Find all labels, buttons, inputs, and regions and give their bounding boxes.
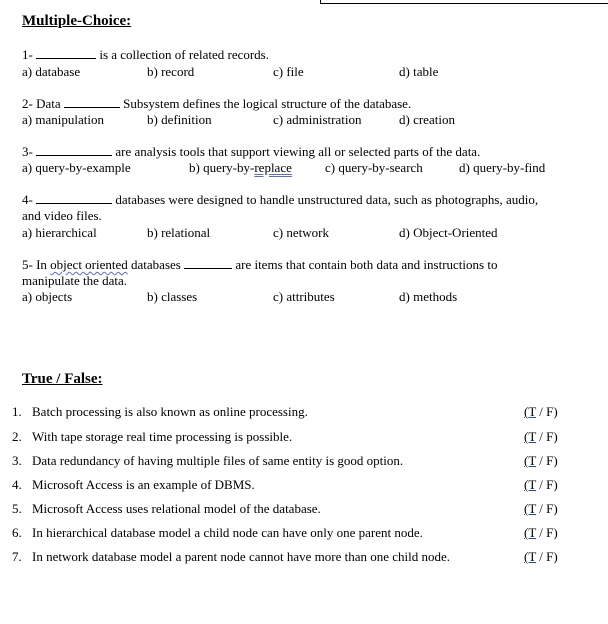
q5-text-line2: manipulate the data.: [22, 273, 128, 288]
q3-option-d[interactable]: d) query-by-find: [459, 160, 546, 175]
q3-blank[interactable]: [36, 144, 112, 156]
tf-answer[interactable]: [524, 525, 558, 541]
q2-blank[interactable]: [64, 96, 120, 108]
q5-number: 5- In: [22, 257, 47, 272]
tf-answer[interactable]: [524, 501, 558, 517]
tf-item-number: 6.: [12, 525, 22, 540]
tf-answer-false[interactable]: / F): [539, 477, 558, 492]
q2-option-d[interactable]: d) creation: [399, 112, 455, 127]
tf-answer-true[interactable]: (T: [524, 549, 537, 564]
q3-stem: [22, 144, 480, 160]
top-box-border: [320, 0, 608, 4]
q1-option-d[interactable]: d) table: [399, 64, 439, 79]
mc-heading: Multiple-Choice:: [22, 13, 132, 29]
q4-option-d[interactable]: d) Object-Oriented: [399, 225, 498, 240]
tf-answer-false[interactable]: / F): [539, 525, 558, 540]
tf-item-number: 4.: [12, 477, 22, 492]
q1-option-b[interactable]: b) record: [147, 64, 195, 79]
q5-text-mid: databases: [131, 257, 181, 272]
q5-text: are items that contain both data and instructions to: [235, 257, 498, 272]
q5-blank[interactable]: [184, 257, 232, 269]
q3-option-c[interactable]: c) query-by-search: [325, 160, 423, 175]
q1-option-a[interactable]: a) database: [22, 64, 81, 79]
q1-blank[interactable]: [36, 47, 96, 59]
q5-squiggle-text: object oriented: [50, 257, 128, 272]
q3-text: are analysis tools that support viewing all or selected parts of the data.: [115, 144, 481, 159]
q3-option-b-prefix: b) query-by-: [189, 160, 255, 175]
q2-option-b[interactable]: b) definition: [147, 112, 212, 127]
tf-item-text: Microsoft Access uses relational model of the database.: [32, 501, 321, 516]
q4-stem: [22, 192, 538, 208]
q5-stem: [22, 257, 497, 273]
tf-item-text: Batch processing is also known as online processing.: [32, 404, 308, 419]
tf-answer-true[interactable]: (T: [524, 525, 537, 540]
q2-stem: [22, 96, 411, 112]
tf-answer[interactable]: [524, 477, 558, 493]
q4-text-line2: and video files.: [22, 208, 102, 223]
q5-option-c[interactable]: c) attributes: [273, 289, 335, 304]
q4-option-c[interactable]: c) network: [273, 225, 329, 240]
tf-item-number: 5.: [12, 501, 22, 516]
tf-heading: True / False:: [22, 371, 103, 387]
q3-option-a[interactable]: a) query-by-example: [22, 160, 131, 175]
q4-option-b[interactable]: b) relational: [147, 225, 211, 240]
tf-answer[interactable]: [524, 404, 558, 420]
tf-answer-true[interactable]: (T: [524, 453, 537, 468]
tf-answer-true[interactable]: (T: [524, 501, 537, 516]
q3-number: 3-: [22, 144, 33, 159]
tf-item-text: In network database model a parent node cannot have more than one child node.: [32, 549, 451, 564]
tf-answer-false[interactable]: / F): [539, 429, 558, 444]
tf-item-number: 1.: [12, 404, 22, 419]
q4-blank[interactable]: [36, 192, 112, 204]
q1-stem: [22, 47, 269, 63]
tf-item-text: In hierarchical database model a child node can have only one parent node.: [32, 525, 423, 540]
q2-number: 2- Data: [22, 96, 61, 111]
q2-option-a[interactable]: a) manipulation: [22, 112, 104, 127]
tf-item-text: Data redundancy of having multiple files of same entity is good option.: [32, 453, 404, 468]
q2-option-c[interactable]: c) administration: [273, 112, 362, 127]
tf-item-number: 7.: [12, 549, 22, 564]
q5-option-d[interactable]: d) methods: [399, 289, 458, 304]
q4-text: databases were designed to handle unstructured data, such as photographs, audio,: [115, 192, 539, 207]
q4-number: 4-: [22, 192, 33, 207]
tf-answer-false[interactable]: / F): [539, 501, 558, 516]
tf-answer-false[interactable]: / F): [539, 453, 558, 468]
tf-answer-false[interactable]: / F): [539, 404, 558, 419]
tf-answer[interactable]: [524, 429, 558, 445]
tf-item-number: 3.: [12, 453, 22, 468]
tf-answer-true[interactable]: (T: [524, 404, 537, 419]
tf-answer-true[interactable]: (T: [524, 477, 537, 492]
tf-answer-true[interactable]: (T: [524, 429, 537, 444]
q4-option-a[interactable]: a) hierarchical: [22, 225, 97, 240]
tf-answer[interactable]: [524, 549, 558, 565]
tf-item-text: With tape storage real time processing is possible.: [32, 429, 293, 444]
q1-option-c[interactable]: c) file: [273, 64, 304, 79]
tf-answer[interactable]: [524, 453, 558, 469]
q1-number: 1-: [22, 47, 33, 62]
q2-text: Subsystem defines the logical structure of the database.: [123, 96, 412, 111]
tf-item-text: Microsoft Access is an example of DBMS.: [32, 477, 255, 492]
q5-option-a[interactable]: a) objects: [22, 289, 73, 304]
tf-answer-false[interactable]: / F): [539, 549, 558, 564]
tf-item-number: 2.: [12, 429, 22, 444]
q5-option-b[interactable]: b) classes: [147, 289, 198, 304]
q1-text: is a collection of related records.: [99, 47, 269, 62]
q3-option-b[interactable]: [189, 160, 292, 176]
q3-option-b-replace: replace: [254, 160, 292, 175]
